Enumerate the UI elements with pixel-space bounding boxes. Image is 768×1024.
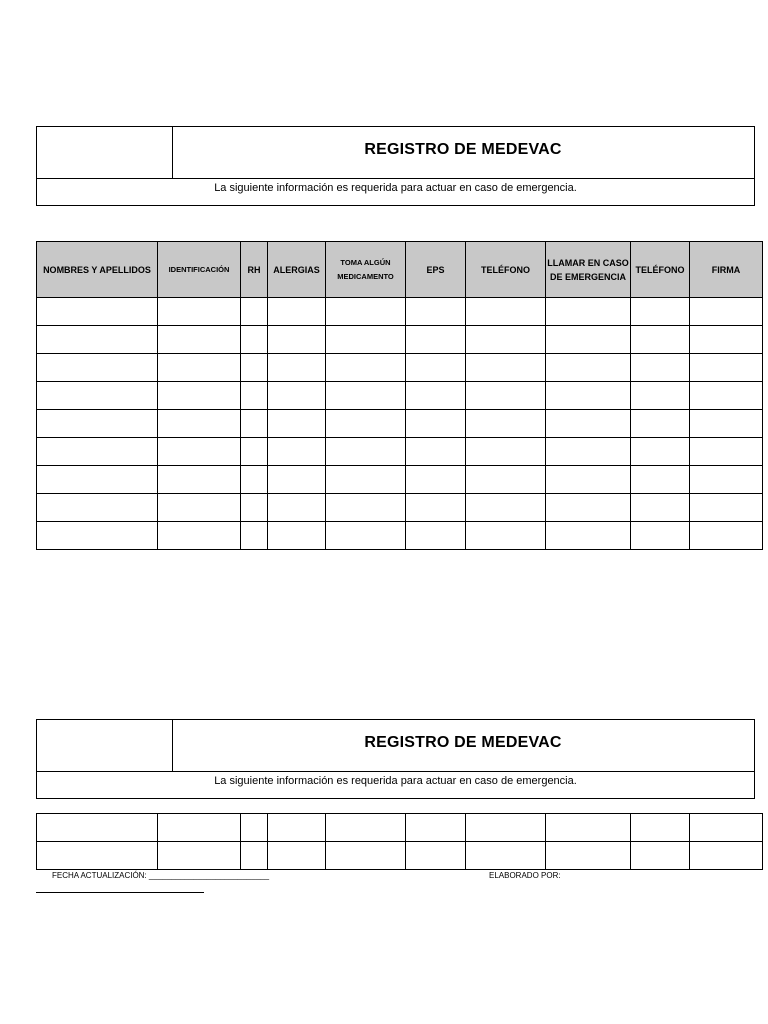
- table-cell[interactable]: [466, 466, 546, 494]
- table-cell[interactable]: [631, 438, 690, 466]
- col-header-alergias: ALERGIAS: [268, 242, 326, 298]
- table-row: [37, 494, 763, 522]
- table-cell[interactable]: [326, 522, 406, 550]
- header-top-row-2: [37, 720, 754, 772]
- table-cell[interactable]: [690, 522, 763, 550]
- table-cell[interactable]: [631, 466, 690, 494]
- table-cell[interactable]: [546, 438, 631, 466]
- table-cell[interactable]: [631, 382, 690, 410]
- table-cell[interactable]: [466, 522, 546, 550]
- col-header-telefono: TELÉFONO: [466, 242, 546, 298]
- table-cell[interactable]: [546, 298, 631, 326]
- table-cell[interactable]: [326, 410, 406, 438]
- table-cell[interactable]: [631, 842, 690, 870]
- table-cell[interactable]: [406, 326, 466, 354]
- table-cell[interactable]: [406, 466, 466, 494]
- table-cell[interactable]: [690, 466, 763, 494]
- medevac-table-2: [36, 813, 763, 870]
- table-cell[interactable]: [466, 354, 546, 382]
- table-cell[interactable]: [546, 522, 631, 550]
- table-row: [37, 438, 763, 466]
- table-cell[interactable]: [158, 466, 241, 494]
- table-cell[interactable]: [631, 814, 690, 842]
- table-cell[interactable]: [241, 438, 268, 466]
- table-cell[interactable]: [631, 494, 690, 522]
- table-cell[interactable]: [546, 494, 631, 522]
- table-cell[interactable]: [326, 814, 406, 842]
- table-cell[interactable]: [631, 326, 690, 354]
- table-cell[interactable]: [268, 438, 326, 466]
- table-cell[interactable]: [326, 298, 406, 326]
- table-cell[interactable]: [268, 494, 326, 522]
- table-cell[interactable]: [158, 410, 241, 438]
- table-row: [37, 814, 763, 842]
- table-cell[interactable]: [158, 354, 241, 382]
- table-cell[interactable]: [546, 382, 631, 410]
- table-cell[interactable]: [690, 494, 763, 522]
- table-cell[interactable]: [268, 298, 326, 326]
- table-cell[interactable]: [158, 382, 241, 410]
- table-cell[interactable]: [158, 494, 241, 522]
- table-cell[interactable]: [326, 354, 406, 382]
- table-cell[interactable]: [158, 522, 241, 550]
- form-header-2: [36, 719, 755, 799]
- table-cell[interactable]: [466, 410, 546, 438]
- table-cell[interactable]: [158, 326, 241, 354]
- table-cell[interactable]: [690, 354, 763, 382]
- table-cell[interactable]: [406, 410, 466, 438]
- table-cell[interactable]: [158, 438, 241, 466]
- form-subtitle-2: La siguiente información es requerida para actuar en caso de emergencia.: [214, 775, 577, 787]
- table-cell[interactable]: [690, 410, 763, 438]
- table-cell[interactable]: [406, 298, 466, 326]
- col-header-firma: FIRMA: [690, 242, 763, 298]
- table-cell[interactable]: [690, 842, 763, 870]
- col-header-nombres: NOMBRES Y APELLIDOS: [37, 242, 158, 298]
- table-cell[interactable]: [268, 326, 326, 354]
- form-title-2: REGISTRO DE MEDEVAC: [364, 734, 562, 751]
- table-cell[interactable]: [241, 410, 268, 438]
- col-header-identificacion: IDENTIFICACIÓN: [158, 242, 241, 298]
- table-cell[interactable]: [37, 814, 158, 842]
- table-row: [37, 354, 763, 382]
- elaborado-por-blank[interactable]: [36, 892, 204, 893]
- table-cell[interactable]: [466, 814, 546, 842]
- table-cell[interactable]: [37, 466, 158, 494]
- table-cell[interactable]: [268, 522, 326, 550]
- table-cell[interactable]: [466, 438, 546, 466]
- table-cell[interactable]: [690, 382, 763, 410]
- table-cell[interactable]: [37, 298, 158, 326]
- logo-cell-2: [37, 720, 173, 771]
- table-cell[interactable]: [37, 382, 158, 410]
- fecha-blank[interactable]: ___________________________: [148, 871, 270, 880]
- table-cell[interactable]: [546, 842, 631, 870]
- fecha-actualizacion: [52, 871, 269, 880]
- table-cell[interactable]: [241, 326, 268, 354]
- table-row: [37, 466, 763, 494]
- col-header-rh: RH: [241, 242, 268, 298]
- form-title: REGISTRO DE MEDEVAC: [364, 141, 562, 158]
- table-cell[interactable]: [158, 814, 241, 842]
- table-cell[interactable]: [546, 410, 631, 438]
- table-cell[interactable]: [690, 298, 763, 326]
- table-cell[interactable]: [326, 438, 406, 466]
- medevac-table: [36, 241, 763, 550]
- table-cell[interactable]: [546, 326, 631, 354]
- table-cell[interactable]: [268, 382, 326, 410]
- fecha-label: FECHA ACTUALIZACIÓN:: [52, 871, 147, 880]
- table-cell[interactable]: [406, 842, 466, 870]
- table-row: [37, 298, 763, 326]
- table-cell[interactable]: [406, 522, 466, 550]
- table-cell[interactable]: [37, 494, 158, 522]
- table-cell[interactable]: [241, 814, 268, 842]
- table-header-row: [37, 242, 763, 298]
- table-cell[interactable]: [690, 814, 763, 842]
- table-cell[interactable]: [406, 354, 466, 382]
- col-header-eps: EPS: [406, 242, 466, 298]
- table-cell[interactable]: [37, 522, 158, 550]
- table-body: [37, 298, 763, 550]
- table-cell[interactable]: [37, 326, 158, 354]
- form-subtitle: La siguiente información es requerida para actuar en caso de emergencia.: [214, 182, 577, 194]
- header-top-row: [37, 127, 754, 179]
- table-cell[interactable]: [326, 842, 406, 870]
- table-cell[interactable]: [268, 354, 326, 382]
- table-cell[interactable]: [466, 382, 546, 410]
- table-cell[interactable]: [268, 842, 326, 870]
- table-cell[interactable]: [37, 842, 158, 870]
- table-cell[interactable]: [631, 522, 690, 550]
- table-cell[interactable]: [466, 298, 546, 326]
- table-cell[interactable]: [37, 438, 158, 466]
- table-cell[interactable]: [546, 466, 631, 494]
- table-cell[interactable]: [241, 298, 268, 326]
- table-row: [37, 522, 763, 550]
- table-cell[interactable]: [631, 354, 690, 382]
- table-cell[interactable]: [241, 842, 268, 870]
- table-row: [37, 326, 763, 354]
- table-cell[interactable]: [546, 354, 631, 382]
- table-cell[interactable]: [466, 842, 546, 870]
- col-header-medicamento: TOMA ALGÚN MEDICAMENTO: [326, 242, 406, 298]
- col-header-telefono-emergencia: TELÉFONO: [631, 242, 690, 298]
- table-row: [37, 842, 763, 870]
- table-cell[interactable]: [406, 814, 466, 842]
- table-cell[interactable]: [466, 326, 546, 354]
- table-cell[interactable]: [546, 814, 631, 842]
- table-cell[interactable]: [406, 438, 466, 466]
- table-cell[interactable]: [406, 494, 466, 522]
- table-cell[interactable]: [631, 298, 690, 326]
- table-cell[interactable]: [37, 354, 158, 382]
- table-cell[interactable]: [326, 466, 406, 494]
- table-cell[interactable]: [241, 522, 268, 550]
- table-cell[interactable]: [326, 382, 406, 410]
- table-row: [37, 410, 763, 438]
- table-row: [37, 382, 763, 410]
- table-cell[interactable]: [241, 382, 268, 410]
- table-cell[interactable]: [268, 466, 326, 494]
- logo-cell: [37, 127, 173, 178]
- elaborado-por-label: ELABORADO POR:: [489, 871, 561, 880]
- table-cell[interactable]: [241, 466, 268, 494]
- table-cell[interactable]: [158, 298, 241, 326]
- table-cell[interactable]: [268, 814, 326, 842]
- table-cell[interactable]: [690, 326, 763, 354]
- table-cell[interactable]: [241, 494, 268, 522]
- table-cell[interactable]: [326, 326, 406, 354]
- table-cell[interactable]: [326, 494, 406, 522]
- form-header: [36, 126, 755, 206]
- table-cell[interactable]: [268, 410, 326, 438]
- table-body-2: [37, 814, 763, 870]
- col-header-llamar-emergencia: LLAMAR EN CASO DE EMERGENCIA: [546, 242, 631, 298]
- table-cell[interactable]: [241, 354, 268, 382]
- table-cell[interactable]: [631, 410, 690, 438]
- table-cell[interactable]: [158, 842, 241, 870]
- table-cell[interactable]: [37, 410, 158, 438]
- table-cell[interactable]: [466, 494, 546, 522]
- table-cell[interactable]: [690, 438, 763, 466]
- table-cell[interactable]: [406, 382, 466, 410]
